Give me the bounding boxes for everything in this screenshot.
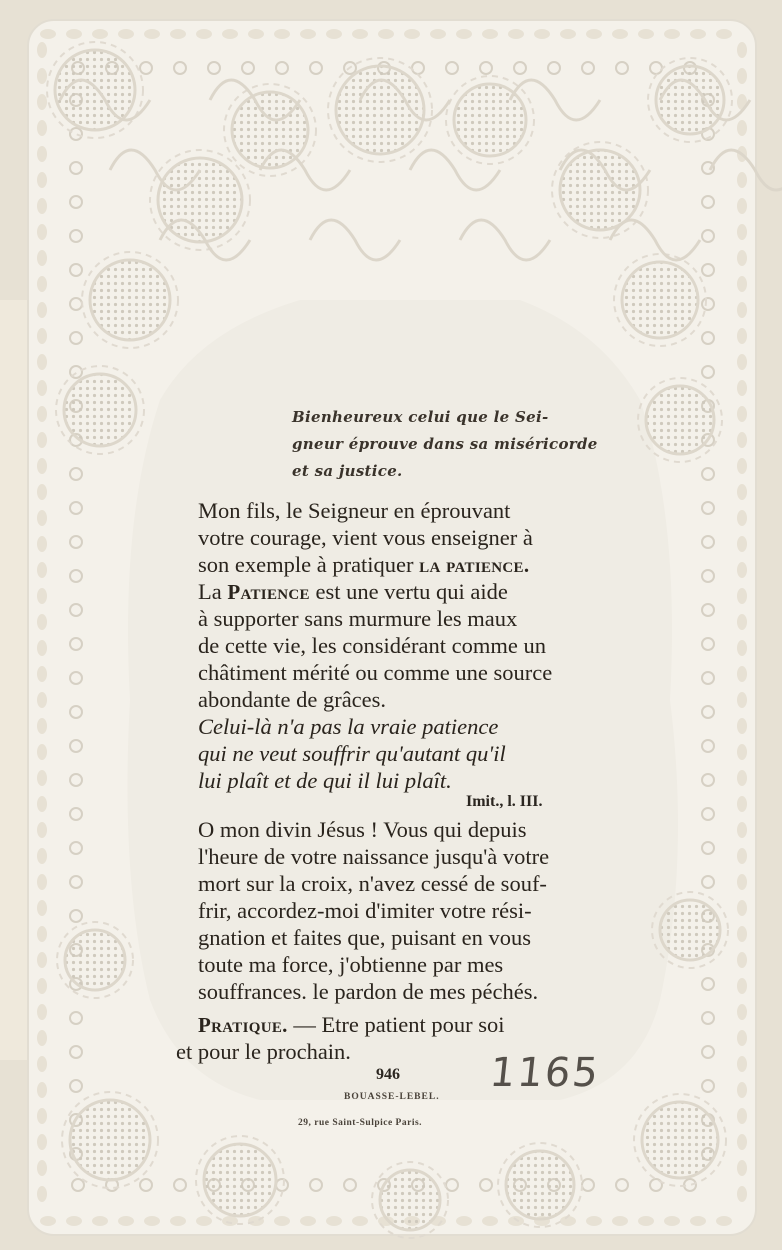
card-number: 946 (376, 1066, 400, 1083)
para1-line-3-text: son exemple à pratiquer (198, 552, 420, 577)
publisher-name: BOUASSE-LEBEL. (344, 1092, 440, 1102)
handwritten-number: 1165 (487, 1050, 603, 1096)
pratique-line-1 (198, 1012, 505, 1038)
prayer-line-2: l'heure de votre naissance jusqu'à votre (198, 844, 550, 869)
para2-line-3: de cette vie, les considérant comme un (198, 633, 546, 658)
pratique-label: Pratique. (198, 1013, 288, 1037)
quote-citation: Imit., l. III. (466, 793, 543, 810)
publisher-address: 29, rue Saint-Sulpice Paris. (298, 1118, 423, 1128)
para1-line-1: Mon fils, le Seigneur en éprouvant (198, 498, 511, 523)
para2-line-2: à supporter sans murmure les maux (198, 606, 518, 631)
para2-line-1-end: est une vertu qui aide (309, 579, 508, 604)
epigraph-line-2: gneur éprouve dans sa miséricorde (292, 435, 598, 453)
prayer-line-1: O mon divin Jésus ! Vous qui depuis (198, 817, 527, 842)
prayer-line-6: toute ma force, j'obtienne par mes (198, 952, 504, 977)
para1-line-2: votre courage, vient vous enseigner à (198, 525, 533, 550)
prayer-line-7: souffrances. le pardon de mes péchés. (198, 979, 539, 1004)
pratique-line-1-end: — Etre patient pour soi (287, 1012, 505, 1037)
pratique-line-2: et pour le prochain. (176, 1039, 351, 1064)
epigraph-line-3: et sa justice. (292, 462, 403, 480)
epigraph-line-1: Bienheureux celui que le Sei- (292, 408, 549, 426)
para2-line-1-start: La (198, 579, 228, 604)
para2-line-1 (198, 579, 508, 605)
para2-line-5: abondante de grâces. (198, 687, 387, 712)
para1-line-3 (198, 552, 529, 578)
para2-line-4: châtiment mérité ou comme une source (198, 660, 553, 685)
para1-line-3-smallcaps: la patience. (419, 553, 530, 577)
prayer-line-4: frir, accordez-moi d'imiter votre rési- (198, 898, 532, 923)
prayer-line-3: mort sur la croix, n'avez cessé de souf- (198, 871, 547, 896)
quote-line-2: qui ne veut souffrir qu'autant qu'il (198, 741, 506, 766)
quote-line-1: Celui-là n'a pas la vraie patience (198, 714, 499, 739)
prayer-line-5: gnation et faites que, puisant en vous (198, 925, 532, 950)
quote-line-3: lui plaît et de qui il lui plaît. (198, 768, 452, 793)
para2-line-1-smallcaps: Patience (227, 580, 310, 604)
